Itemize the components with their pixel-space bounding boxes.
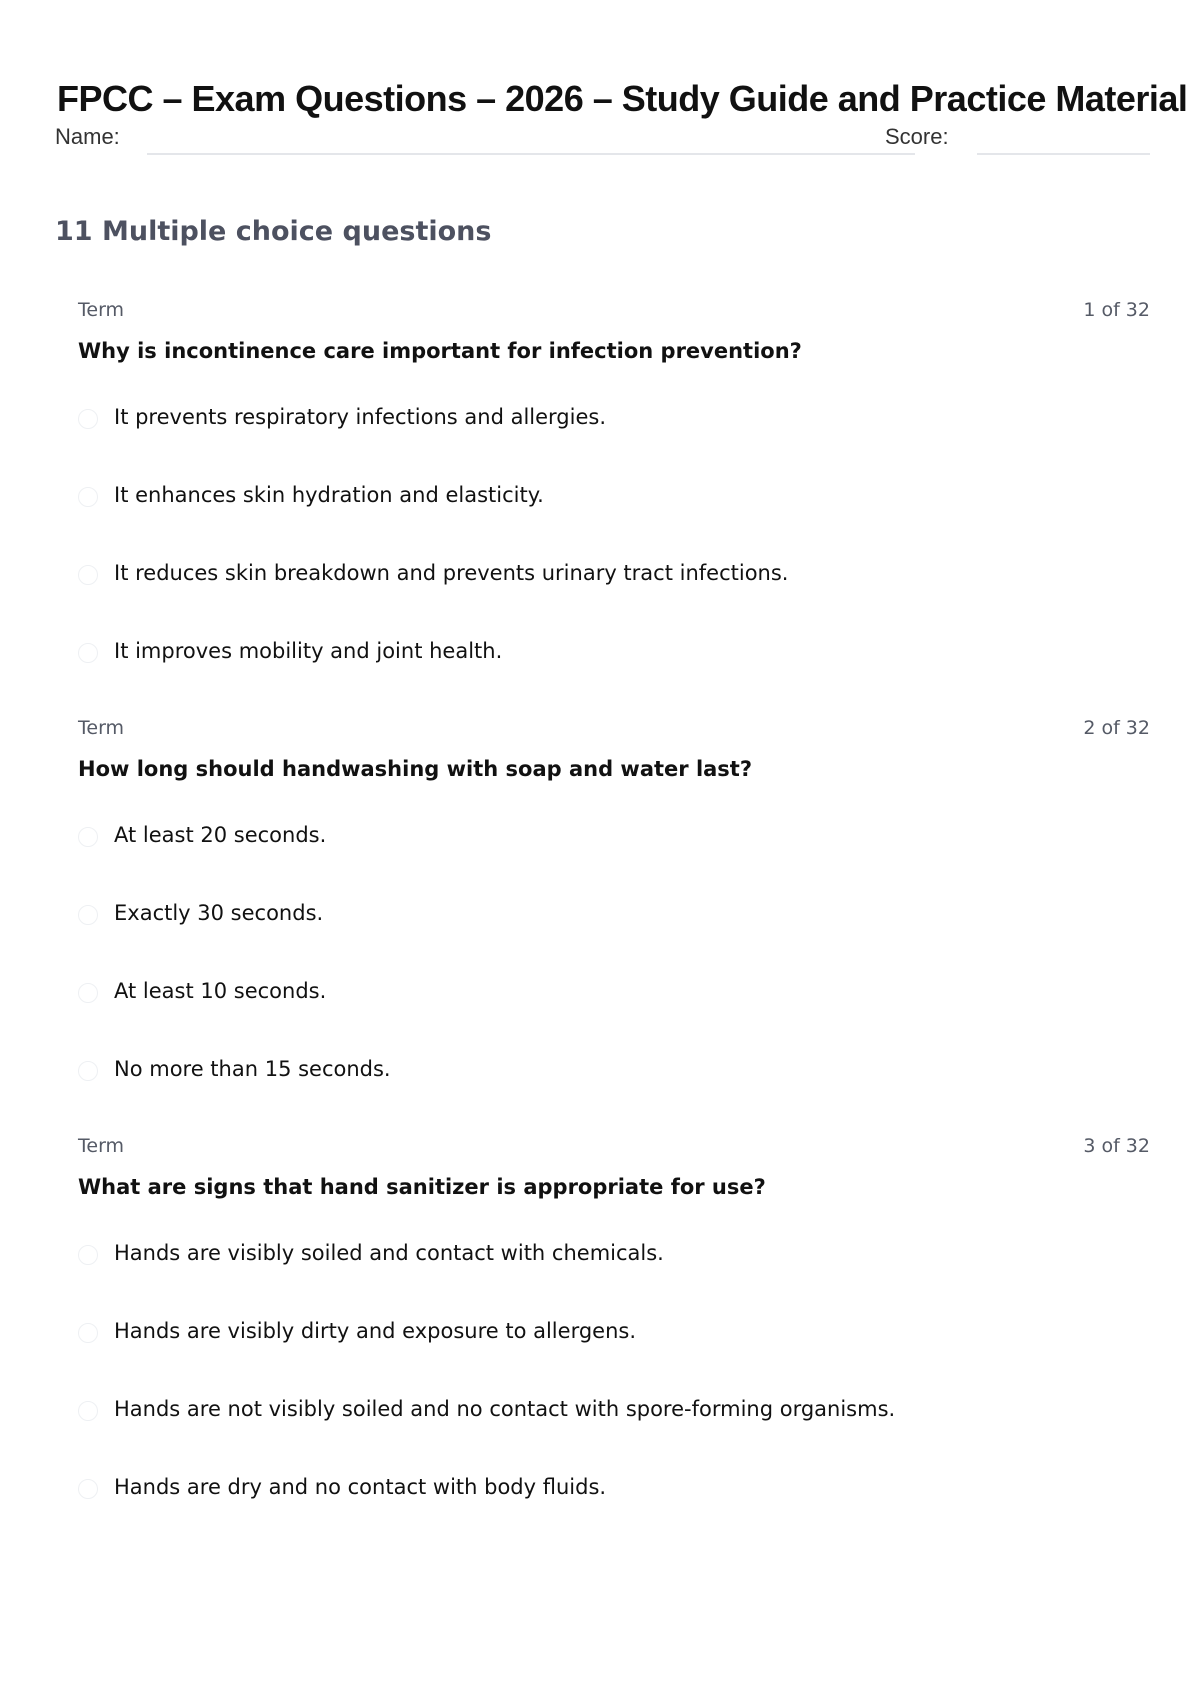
name-score-row: [55, 124, 1150, 160]
radio-button[interactable]: [78, 905, 98, 925]
option-text: Hands are dry and no contact with body fluids.: [114, 1475, 607, 1499]
radio-button[interactable]: [78, 409, 98, 429]
answer-option[interactable]: [78, 1057, 1078, 1087]
radio-button[interactable]: [78, 1061, 98, 1081]
radio-button[interactable]: [78, 1245, 98, 1265]
question-counter: 2 of 32: [1083, 717, 1150, 739]
radio-button[interactable]: [78, 1323, 98, 1343]
radio-button[interactable]: [78, 1479, 98, 1499]
answer-option[interactable]: [78, 1397, 1078, 1427]
answer-option[interactable]: [78, 823, 1078, 853]
section-heading: 11 Multiple choice questions: [55, 216, 492, 247]
question-card: [78, 1135, 1150, 1499]
radio-button[interactable]: [78, 487, 98, 507]
option-text: Hands are visibly dirty and exposure to allergens.: [114, 1319, 637, 1343]
answer-option[interactable]: [78, 901, 1078, 931]
option-text: It improves mobility and joint health.: [114, 639, 503, 663]
name-label: Name:: [55, 124, 120, 149]
option-text: At least 10 seconds.: [114, 979, 327, 1003]
radio-button[interactable]: [78, 827, 98, 847]
question-text: How long should handwashing with soap and water last?: [78, 757, 753, 781]
question-card: [78, 717, 1150, 1081]
answer-option[interactable]: [78, 405, 1078, 435]
answer-option[interactable]: [78, 979, 1078, 1009]
answer-option[interactable]: [78, 1475, 1078, 1505]
radio-button[interactable]: [78, 1401, 98, 1421]
question-text: Why is incontinence care important for infection prevention?: [78, 339, 802, 363]
question-card: [78, 299, 1150, 663]
term-label: Term: [78, 717, 125, 739]
option-text: No more than 15 seconds.: [114, 1057, 391, 1081]
option-text: At least 20 seconds.: [114, 823, 327, 847]
radio-button[interactable]: [78, 643, 98, 663]
radio-button[interactable]: [78, 565, 98, 585]
answer-option[interactable]: [78, 1241, 1078, 1271]
question-counter: 3 of 32: [1083, 1135, 1150, 1157]
option-text: Hands are visibly soiled and contact with chemicals.: [114, 1241, 664, 1265]
term-label: Term: [78, 1135, 125, 1157]
score-label: Score:: [885, 124, 949, 149]
document-title: FPCC – Exam Questions – 2026 – Study Guide and Practice Material: [57, 78, 1188, 119]
name-field[interactable]: [147, 153, 915, 155]
answer-option[interactable]: [78, 561, 1078, 591]
score-field[interactable]: [977, 153, 1150, 155]
question-counter: 1 of 32: [1083, 299, 1150, 321]
option-text: It prevents respiratory infections and allergies.: [114, 405, 607, 429]
answer-option[interactable]: [78, 483, 1078, 513]
term-label: Term: [78, 299, 125, 321]
question-text: What are signs that hand sanitizer is appropriate for use?: [78, 1175, 766, 1199]
answer-option[interactable]: [78, 1319, 1078, 1349]
option-text: It enhances skin hydration and elasticity.: [114, 483, 544, 507]
option-text: Hands are not visibly soiled and no contact with spore-forming organisms.: [114, 1397, 896, 1421]
radio-button[interactable]: [78, 983, 98, 1003]
option-text: It reduces skin breakdown and prevents urinary tract infections.: [114, 561, 789, 585]
answer-option[interactable]: [78, 639, 1078, 669]
option-text: Exactly 30 seconds.: [114, 901, 324, 925]
